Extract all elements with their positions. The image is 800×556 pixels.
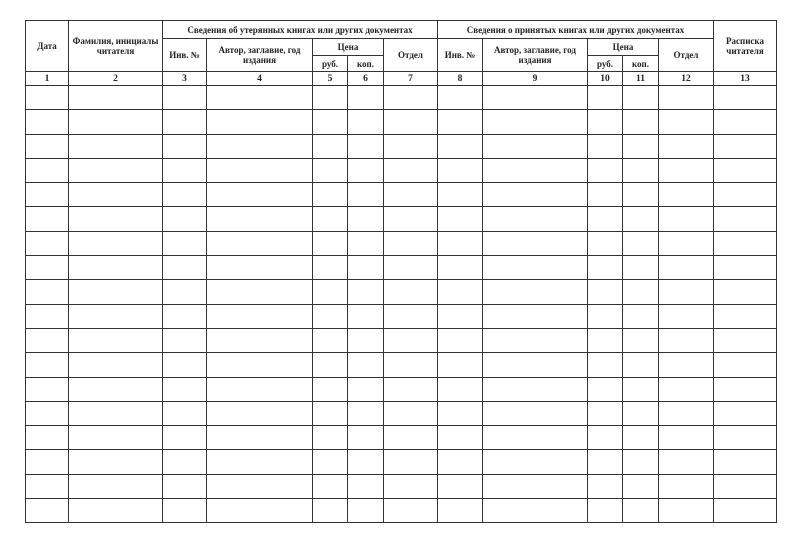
empty-cell (26, 401, 69, 425)
header-accepted-department: Отдел (659, 39, 714, 72)
empty-cell (207, 401, 313, 425)
empty-cell (659, 377, 714, 401)
empty-cell (348, 401, 384, 425)
empty-cell (438, 86, 483, 110)
empty-cell (623, 183, 659, 207)
empty-cell (163, 377, 207, 401)
empty-cell (313, 86, 348, 110)
table-row (26, 158, 777, 182)
empty-cell (163, 280, 207, 304)
empty-cell (384, 304, 438, 328)
empty-cell (714, 304, 777, 328)
empty-cell (384, 231, 438, 255)
empty-cell (384, 328, 438, 352)
empty-cell (714, 377, 777, 401)
empty-cell (163, 401, 207, 425)
empty-cell (483, 86, 588, 110)
empty-cell (26, 377, 69, 401)
header-reader-name: Фамилия, инициалы читателя (69, 21, 163, 72)
empty-cell (588, 256, 623, 280)
empty-cell (588, 134, 623, 158)
empty-cell (26, 353, 69, 377)
empty-cell (26, 426, 69, 450)
empty-cell (438, 377, 483, 401)
empty-cell (588, 304, 623, 328)
empty-cell (384, 474, 438, 498)
empty-cell (659, 280, 714, 304)
table-row (26, 110, 777, 134)
empty-cell (163, 207, 207, 231)
empty-cell (348, 158, 384, 182)
empty-cell (438, 280, 483, 304)
empty-cell (69, 377, 163, 401)
header-accepted-kop: коп. (623, 56, 659, 72)
empty-cell (483, 353, 588, 377)
empty-cell (659, 183, 714, 207)
empty-cell (438, 207, 483, 231)
header-accepted-author: Автор, заглавие, год издания (483, 39, 588, 72)
empty-cell (207, 499, 313, 523)
empty-cell (588, 183, 623, 207)
empty-cell (207, 256, 313, 280)
table-row (26, 183, 777, 207)
empty-cell (714, 86, 777, 110)
empty-cell (714, 134, 777, 158)
empty-cell (348, 86, 384, 110)
table-row (26, 401, 777, 425)
empty-cell (313, 377, 348, 401)
empty-cell (69, 450, 163, 474)
empty-cell (623, 280, 659, 304)
column-number: 8 (438, 72, 483, 86)
empty-cell (384, 450, 438, 474)
empty-cell (313, 280, 348, 304)
empty-cell (348, 280, 384, 304)
empty-cell (438, 401, 483, 425)
empty-cell (623, 207, 659, 231)
empty-cell (483, 377, 588, 401)
empty-cell (659, 134, 714, 158)
empty-cell (659, 86, 714, 110)
empty-cell (714, 328, 777, 352)
empty-cell (26, 207, 69, 231)
empty-cell (26, 499, 69, 523)
empty-cell (384, 499, 438, 523)
empty-cell (69, 401, 163, 425)
empty-cell (483, 158, 588, 182)
empty-cell (163, 231, 207, 255)
empty-cell (26, 158, 69, 182)
empty-cell (313, 353, 348, 377)
empty-cell (163, 256, 207, 280)
empty-cell (207, 426, 313, 450)
empty-cell (623, 158, 659, 182)
empty-cell (207, 134, 313, 158)
header-accepted-price: Цена (588, 39, 659, 56)
empty-cell (714, 256, 777, 280)
empty-cell (483, 207, 588, 231)
empty-cell (313, 474, 348, 498)
empty-cell (714, 183, 777, 207)
empty-cell (623, 499, 659, 523)
empty-cell (348, 207, 384, 231)
empty-cell (348, 256, 384, 280)
empty-cell (659, 328, 714, 352)
empty-cell (313, 231, 348, 255)
empty-cell (438, 426, 483, 450)
empty-cell (623, 353, 659, 377)
header-lost-group: Сведения об утерянных книгах или других документах (163, 21, 438, 39)
empty-cell (163, 304, 207, 328)
header-date: Дата (26, 21, 69, 72)
empty-cell (69, 328, 163, 352)
column-number: 13 (714, 72, 777, 86)
column-number: 5 (313, 72, 348, 86)
empty-cell (163, 328, 207, 352)
empty-cell (438, 134, 483, 158)
empty-cell (714, 450, 777, 474)
empty-cell (714, 474, 777, 498)
empty-cell (207, 328, 313, 352)
empty-cell (26, 280, 69, 304)
empty-cell (714, 231, 777, 255)
empty-cell (313, 183, 348, 207)
empty-cell (26, 256, 69, 280)
empty-cell (483, 499, 588, 523)
empty-cell (714, 353, 777, 377)
empty-cell (207, 474, 313, 498)
empty-cell (348, 134, 384, 158)
empty-cell (313, 499, 348, 523)
empty-cell (348, 183, 384, 207)
empty-cell (438, 158, 483, 182)
empty-cell (438, 231, 483, 255)
empty-cell (26, 183, 69, 207)
header-lost-kop: коп. (348, 56, 384, 72)
empty-cell (69, 256, 163, 280)
table-row (26, 474, 777, 498)
empty-cell (207, 207, 313, 231)
empty-cell (313, 207, 348, 231)
empty-cell (313, 426, 348, 450)
empty-cell (623, 134, 659, 158)
lost-books-register-table (25, 20, 777, 523)
empty-cell (483, 474, 588, 498)
empty-cell (588, 426, 623, 450)
empty-cell (438, 499, 483, 523)
empty-cell (348, 304, 384, 328)
column-number: 3 (163, 72, 207, 86)
empty-cell (69, 134, 163, 158)
empty-cell (623, 110, 659, 134)
empty-cell (26, 86, 69, 110)
empty-cell (384, 207, 438, 231)
column-number: 12 (659, 72, 714, 86)
empty-cell (163, 499, 207, 523)
empty-cell (438, 328, 483, 352)
empty-cell (313, 110, 348, 134)
empty-cell (207, 353, 313, 377)
empty-cell (69, 304, 163, 328)
empty-cell (623, 377, 659, 401)
table-row (26, 304, 777, 328)
empty-cell (313, 401, 348, 425)
empty-cell (483, 134, 588, 158)
empty-cell (207, 231, 313, 255)
empty-cell (348, 474, 384, 498)
column-number: 10 (588, 72, 623, 86)
empty-cell (207, 86, 313, 110)
empty-cell (348, 353, 384, 377)
table-row (26, 353, 777, 377)
table-row (26, 377, 777, 401)
empty-cell (438, 183, 483, 207)
empty-cell (313, 450, 348, 474)
empty-cell (438, 450, 483, 474)
empty-cell (26, 474, 69, 498)
empty-cell (588, 110, 623, 134)
empty-cell (69, 499, 163, 523)
table-row (26, 207, 777, 231)
empty-cell (384, 183, 438, 207)
empty-cell (69, 110, 163, 134)
empty-cell (207, 110, 313, 134)
empty-cell (623, 426, 659, 450)
empty-cell (69, 183, 163, 207)
empty-cell (588, 401, 623, 425)
empty-cell (163, 183, 207, 207)
empty-cell (69, 207, 163, 231)
empty-cell (483, 450, 588, 474)
empty-cell (384, 353, 438, 377)
empty-cell (483, 426, 588, 450)
empty-cell (163, 86, 207, 110)
column-number: 1 (26, 72, 69, 86)
table-row (26, 426, 777, 450)
empty-cell (163, 450, 207, 474)
header-lost-department: Отдел (384, 39, 438, 72)
empty-cell (69, 231, 163, 255)
empty-cell (384, 86, 438, 110)
table-row (26, 134, 777, 158)
empty-cell (26, 304, 69, 328)
empty-cell (26, 328, 69, 352)
empty-cell (348, 450, 384, 474)
empty-cell (588, 328, 623, 352)
empty-cell (483, 110, 588, 134)
empty-cell (348, 328, 384, 352)
empty-cell (588, 450, 623, 474)
empty-cell (483, 328, 588, 352)
empty-cell (348, 499, 384, 523)
empty-cell (483, 183, 588, 207)
empty-cell (659, 158, 714, 182)
empty-cell (483, 401, 588, 425)
empty-cell (348, 377, 384, 401)
table-row (26, 328, 777, 352)
column-number-row (26, 72, 777, 86)
empty-cell (163, 353, 207, 377)
column-number: 2 (69, 72, 163, 86)
empty-cell (163, 474, 207, 498)
empty-cell (69, 280, 163, 304)
empty-cell (438, 256, 483, 280)
empty-cell (207, 183, 313, 207)
empty-cell (659, 474, 714, 498)
empty-cell (659, 207, 714, 231)
table-row (26, 86, 777, 110)
empty-cell (313, 328, 348, 352)
table-row (26, 450, 777, 474)
empty-cell (348, 426, 384, 450)
empty-cell (483, 256, 588, 280)
header-lost-inv-no: Инв. № (163, 39, 207, 72)
empty-cell (207, 377, 313, 401)
empty-cell (623, 304, 659, 328)
empty-cell (659, 450, 714, 474)
column-number: 4 (207, 72, 313, 86)
empty-cell (313, 304, 348, 328)
empty-cell (483, 231, 588, 255)
empty-cell (384, 158, 438, 182)
empty-cell (623, 474, 659, 498)
empty-cell (714, 207, 777, 231)
empty-cell (588, 474, 623, 498)
empty-cell (384, 110, 438, 134)
empty-cell (659, 256, 714, 280)
empty-cell (384, 256, 438, 280)
empty-cell (163, 158, 207, 182)
empty-cell (26, 110, 69, 134)
empty-cell (207, 158, 313, 182)
empty-cell (623, 401, 659, 425)
empty-cell (714, 426, 777, 450)
empty-cell (588, 207, 623, 231)
empty-cell (623, 231, 659, 255)
empty-cell (623, 256, 659, 280)
empty-cell (384, 377, 438, 401)
empty-cell (163, 110, 207, 134)
empty-cell (384, 401, 438, 425)
empty-cell (207, 304, 313, 328)
empty-cell (313, 134, 348, 158)
empty-cell (659, 353, 714, 377)
table-row (26, 256, 777, 280)
empty-cell (163, 426, 207, 450)
empty-cell (384, 134, 438, 158)
empty-cell (69, 353, 163, 377)
empty-cell (623, 450, 659, 474)
header-lost-rub: руб. (313, 56, 348, 72)
empty-cell (659, 231, 714, 255)
empty-cell (659, 499, 714, 523)
empty-cell (348, 231, 384, 255)
empty-cell (623, 328, 659, 352)
empty-cell (438, 474, 483, 498)
column-number: 11 (623, 72, 659, 86)
empty-cell (588, 280, 623, 304)
empty-cell (384, 280, 438, 304)
empty-cell (207, 450, 313, 474)
empty-cell (714, 401, 777, 425)
empty-cell (588, 86, 623, 110)
column-number: 6 (348, 72, 384, 86)
empty-cell (659, 401, 714, 425)
empty-cell (714, 158, 777, 182)
empty-cell (438, 353, 483, 377)
empty-cell (714, 110, 777, 134)
empty-cell (26, 134, 69, 158)
empty-cell (438, 304, 483, 328)
header-accepted-rub: руб. (588, 56, 623, 72)
table-row (26, 231, 777, 255)
empty-cell (313, 256, 348, 280)
empty-cell (588, 158, 623, 182)
empty-cell (659, 426, 714, 450)
header-accepted-inv-no: Инв. № (438, 39, 483, 72)
table-row (26, 280, 777, 304)
empty-cell (714, 280, 777, 304)
empty-cell (313, 158, 348, 182)
empty-cell (163, 134, 207, 158)
header-reader-signature: Расписка читателя (714, 21, 777, 72)
empty-cell (483, 304, 588, 328)
empty-cell (69, 86, 163, 110)
column-number: 9 (483, 72, 588, 86)
column-number: 7 (384, 72, 438, 86)
header-lost-price: Цена (313, 39, 384, 56)
empty-cell (588, 231, 623, 255)
empty-cell (659, 304, 714, 328)
table-row (26, 499, 777, 523)
empty-cell (69, 158, 163, 182)
empty-cell (348, 110, 384, 134)
empty-cell (438, 110, 483, 134)
empty-cell (623, 86, 659, 110)
empty-cell (588, 377, 623, 401)
empty-cell (26, 231, 69, 255)
empty-cell (26, 450, 69, 474)
header-lost-author: Автор, заглавие, год издания (207, 39, 313, 72)
empty-cell (69, 474, 163, 498)
empty-cell (588, 353, 623, 377)
empty-cell (384, 426, 438, 450)
empty-cell (207, 280, 313, 304)
empty-cell (659, 110, 714, 134)
empty-cell (714, 499, 777, 523)
header-accepted-group: Сведения о принятых книгах или других документах (438, 21, 714, 39)
empty-cell (483, 280, 588, 304)
empty-cell (69, 426, 163, 450)
empty-cell (588, 499, 623, 523)
